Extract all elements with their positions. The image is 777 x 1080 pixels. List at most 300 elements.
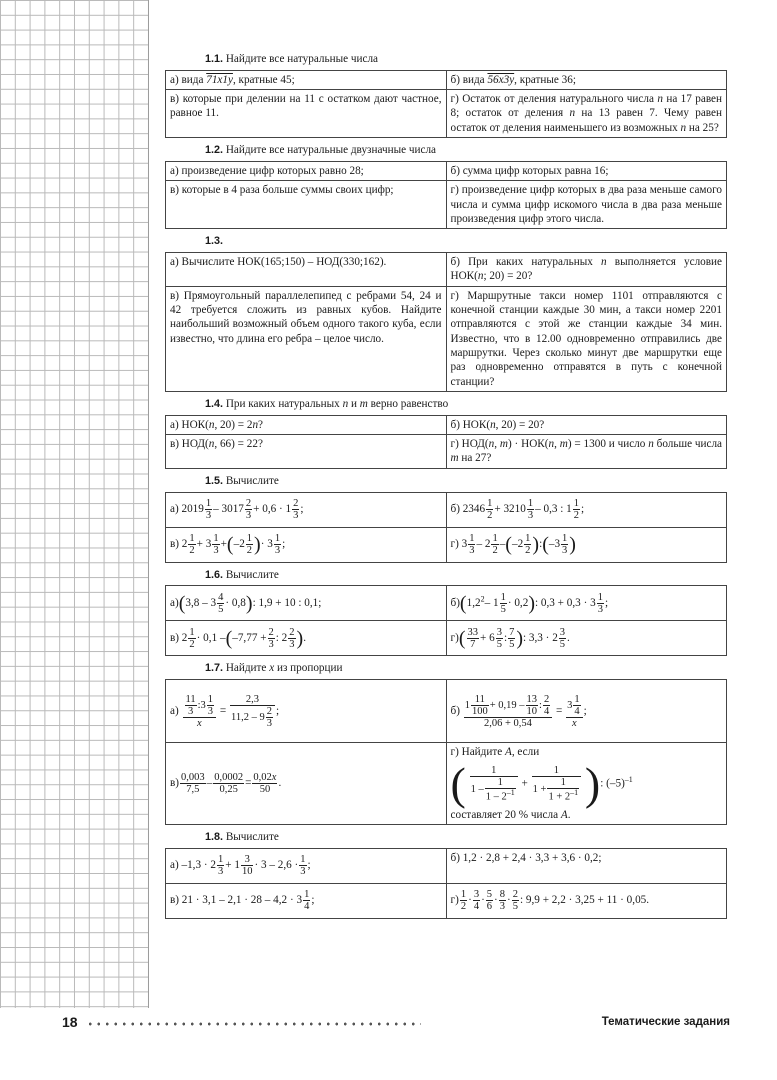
text: . xyxy=(278,777,282,790)
denominator xyxy=(470,777,518,803)
text: + 0,19 – xyxy=(489,699,525,711)
denominator: 2 xyxy=(487,510,493,522)
var: n xyxy=(208,418,215,431)
text: 0,02 xyxy=(253,772,272,784)
paren: ( xyxy=(505,533,512,556)
text: ) · НОК( xyxy=(507,438,549,451)
text: г) Остаток от деления натурального числа xyxy=(450,93,658,106)
denominator: 10 xyxy=(241,866,253,878)
text: на 13 равен 7. Чему равен остаток от деления наименьшего из возможных xyxy=(450,107,722,134)
fraction xyxy=(566,694,583,729)
denominator xyxy=(532,777,581,803)
subtask-a xyxy=(166,848,447,883)
numerator: 1 xyxy=(487,498,493,510)
text: а) 2019 xyxy=(170,503,204,516)
exponent: 2 xyxy=(480,594,485,604)
denominator: 5 xyxy=(218,603,224,615)
denominator: 2 xyxy=(189,545,195,557)
task-title: Найдите все натуральные числа xyxy=(225,53,378,65)
number-notation: 71x1y xyxy=(206,73,233,86)
text: ; xyxy=(282,538,286,551)
text: : (–5) xyxy=(600,777,625,790)
denominator: 3 xyxy=(217,866,224,878)
section-1-3 xyxy=(165,234,727,392)
numerator: 2 xyxy=(266,705,272,717)
denominator: 3 xyxy=(268,638,274,650)
numerator: 1 xyxy=(460,889,467,901)
numerator: 1 xyxy=(485,777,516,789)
exponent: –1 xyxy=(570,787,579,797)
text: б) При каких натуральных xyxy=(450,256,602,269)
text: ; 20) = 20? xyxy=(483,270,533,283)
text: 11,2 – 9 xyxy=(230,711,265,723)
numerator: 1 xyxy=(189,626,195,638)
text: – 3017 xyxy=(213,503,244,516)
text: , xyxy=(494,438,500,451)
paren: ) xyxy=(245,592,253,615)
subtask-c xyxy=(166,743,447,825)
denominator: 3 xyxy=(207,705,214,717)
fraction xyxy=(288,627,295,650)
text: ; xyxy=(300,503,304,516)
denominator: 3 xyxy=(562,545,568,557)
denominator: 10 xyxy=(526,705,538,717)
text: . xyxy=(567,808,571,821)
text: : 1,9 + 10 : 0,1; xyxy=(252,597,322,610)
numerator: 3 xyxy=(496,626,502,638)
text: + 0,6 · 1 xyxy=(253,503,292,516)
subtask-b xyxy=(446,492,727,527)
numerator: 2 xyxy=(289,626,295,638)
fraction xyxy=(213,772,244,795)
subtask-c xyxy=(166,621,447,656)
denominator: 3 xyxy=(300,866,306,878)
fraction xyxy=(274,533,281,556)
denominator xyxy=(547,789,579,803)
fraction xyxy=(188,533,195,556)
text: 1 – xyxy=(470,784,484,795)
section-1-4 xyxy=(165,397,727,469)
fraction xyxy=(252,772,277,795)
var: m xyxy=(359,398,368,411)
denominator: 5 xyxy=(496,638,502,650)
task-number: 1.1. xyxy=(205,53,224,65)
var: n xyxy=(252,418,259,431)
fraction xyxy=(526,694,539,717)
denominator: 4 xyxy=(574,705,580,717)
fraction xyxy=(464,694,552,729)
fraction xyxy=(512,889,519,912)
text: г) xyxy=(450,894,459,907)
numerator: 1 xyxy=(525,533,531,545)
numerator: 11 xyxy=(185,693,196,705)
denominator: 2,06 + 0,54 xyxy=(483,717,532,729)
task-title: Найдите все натуральные двузначные числа xyxy=(225,144,436,157)
numerator: 5 xyxy=(486,889,493,901)
text: верно равенство xyxy=(367,398,449,411)
subtask-a xyxy=(166,415,447,434)
text: , 20) = 20? xyxy=(495,418,545,431)
text: , кратные 36; xyxy=(514,73,576,86)
task-number: 1.5. xyxy=(205,474,224,487)
task-table xyxy=(165,415,727,469)
text: · 0,1 – xyxy=(196,632,226,645)
numerator: 1 xyxy=(304,889,310,901)
text: : 3,3 · 2 xyxy=(522,632,558,645)
running-title: Тематические задания xyxy=(601,1016,730,1028)
numerator: 1 xyxy=(547,777,579,789)
text: , xyxy=(554,438,560,451)
dotted-leader xyxy=(86,1022,421,1026)
var: n xyxy=(488,438,495,451)
var: m xyxy=(450,452,459,465)
text: + 3210 xyxy=(494,503,526,516)
numerator: 1 xyxy=(527,498,534,510)
paren: ( xyxy=(542,533,549,556)
numerator: 1 xyxy=(597,591,603,603)
task-table xyxy=(165,492,727,563)
text: = xyxy=(219,704,227,717)
paren: ( xyxy=(225,627,233,650)
section-title xyxy=(165,52,727,70)
text: и xyxy=(348,398,360,411)
subtask-a xyxy=(166,70,447,89)
numerator xyxy=(252,772,277,784)
fraction xyxy=(496,627,503,650)
section-title xyxy=(165,143,727,161)
text: – xyxy=(499,538,506,551)
text: ; xyxy=(583,704,587,717)
section-title xyxy=(165,568,727,586)
text: г) НОД( xyxy=(450,438,489,451)
text: + 1 xyxy=(225,859,240,872)
text: Найдите xyxy=(225,662,270,675)
numerator: 2 xyxy=(268,626,274,638)
number-notation: 56x3y xyxy=(487,73,515,86)
subtask-d: г) Маршрутные такси номер 1101 отправляются с конечной станции каждые 30 мин, а такси номер 2201 отправляются с этой же станции каждые 34 мин. Известно, что в 12.00 одновременно отправились две маршрутки. Через сколько минут две маршрутки еще раз одновременно отправятся в путь с конечной станции? xyxy=(446,286,727,391)
section-title xyxy=(165,474,727,492)
subtask-a xyxy=(166,680,447,743)
text: б) 2346 xyxy=(450,503,486,516)
subtask-a xyxy=(166,492,447,527)
var: m xyxy=(499,438,508,451)
subtask-a xyxy=(166,586,447,621)
subtask-b xyxy=(446,586,727,621)
text: . xyxy=(567,632,570,645)
denominator: 5 xyxy=(512,901,519,913)
numerator: 1 xyxy=(469,533,475,545)
text: : 0,3 + 0,3 · 3 xyxy=(535,597,596,610)
line xyxy=(451,808,723,822)
text: + xyxy=(521,777,528,790)
denominator: 3 xyxy=(293,510,299,522)
text: ; xyxy=(275,704,280,717)
text: в) 2 xyxy=(170,538,188,551)
denominator: 3 xyxy=(266,717,272,729)
numerator: 3 xyxy=(559,626,566,638)
denominator: 6 xyxy=(486,901,493,913)
numerator: 2,3 xyxy=(230,694,275,706)
text: : xyxy=(539,538,543,551)
task-table xyxy=(165,679,727,825)
text: – 2 xyxy=(476,538,491,551)
fraction xyxy=(573,694,580,717)
text: ) = 1300 и число xyxy=(567,438,649,451)
fraction xyxy=(217,854,224,877)
text: ; xyxy=(581,503,585,516)
graph-paper-margin xyxy=(0,0,149,1008)
paren: ( xyxy=(459,592,467,615)
denominator: 7,5 xyxy=(186,784,200,796)
denominator: 2 xyxy=(492,545,498,557)
fraction xyxy=(486,498,493,521)
numerator: 13 xyxy=(526,693,538,705)
fraction xyxy=(268,627,275,650)
text: ; xyxy=(307,859,311,872)
text: · 3 – 2,6 · xyxy=(254,859,299,872)
text: 1 + 2 xyxy=(548,791,571,803)
fraction xyxy=(500,592,507,615)
denominator: 2 xyxy=(460,901,467,913)
denominator: 3 xyxy=(245,510,252,522)
text: При каких натуральных xyxy=(225,398,343,411)
paren: ( xyxy=(226,533,234,556)
fraction xyxy=(559,627,566,650)
var: n xyxy=(208,438,215,451)
subtask-b: б) сумма цифр которых равна 16; xyxy=(446,161,727,180)
task-title: Вычислите xyxy=(225,568,279,581)
text: б) вида xyxy=(450,73,488,86)
fraction xyxy=(527,498,534,521)
paren: ( xyxy=(178,592,186,615)
task-number: 1.6. xyxy=(205,568,224,581)
text: = xyxy=(245,777,252,790)
var: x xyxy=(271,772,277,784)
numerator xyxy=(183,694,217,718)
text: , если xyxy=(511,746,540,759)
text: + 6 xyxy=(480,632,495,645)
fraction xyxy=(543,694,550,717)
text: –3 xyxy=(548,538,561,551)
section-1-2 xyxy=(165,143,727,229)
text: из пропорции xyxy=(274,662,343,675)
text: , кратные 45; xyxy=(232,73,295,86)
denominator: 3 xyxy=(527,510,534,522)
task-table xyxy=(165,161,727,229)
var: m xyxy=(559,438,568,451)
section-1-8 xyxy=(165,830,727,919)
fraction xyxy=(486,889,493,912)
fraction xyxy=(508,627,515,650)
denominator: 2 xyxy=(525,545,531,557)
text: а) –1,3 · 2 xyxy=(170,859,216,872)
denominator: 3 xyxy=(274,545,281,557)
denominator: 5 xyxy=(509,638,515,650)
denominator: 3 xyxy=(499,901,506,913)
text: + xyxy=(220,538,227,551)
numerator: 33 xyxy=(467,626,478,638)
fraction xyxy=(246,533,253,556)
numerator: 0,0002 xyxy=(214,772,244,784)
denominator: 3 xyxy=(469,545,475,557)
task-title: Вычислите xyxy=(225,830,279,843)
paren: ) xyxy=(516,627,523,650)
denominator: 3 xyxy=(187,705,194,717)
numerator: 1 xyxy=(274,533,281,545)
subtask-c: в) Прямоугольный параллелепипед с ребрами 54, 24 и 42 требуется сложить из равных кубов. Найдите наибольший возможный объем одного такого куба, если известно, что длина его ребра – целое число. xyxy=(166,286,447,391)
denominator: 4 xyxy=(304,901,310,913)
fraction xyxy=(292,498,299,521)
text: ; xyxy=(604,597,609,610)
text: г) Найдите xyxy=(450,746,505,759)
numerator: 1 xyxy=(189,533,195,545)
subtask-c: в) которые в 4 раза больше суммы своих цифр; xyxy=(166,181,447,229)
page-footer xyxy=(62,1012,742,1034)
paren: ) xyxy=(532,533,540,556)
denominator: 100 xyxy=(471,705,488,717)
subtask-c xyxy=(166,527,447,562)
subtask-b xyxy=(446,253,727,287)
denominator: 3 xyxy=(289,638,295,650)
var: A xyxy=(560,808,568,821)
numerator: 1 xyxy=(492,533,498,545)
denominator: 3 xyxy=(205,510,212,522)
section-title xyxy=(165,234,727,252)
text: выполняется условие НОК( xyxy=(450,256,723,283)
fraction xyxy=(303,889,310,912)
subtask-d xyxy=(446,435,727,469)
numerator: 3 xyxy=(473,889,480,901)
fraction xyxy=(266,706,273,729)
text: = xyxy=(555,704,563,717)
section-1-6 xyxy=(165,568,727,657)
text: : xyxy=(503,632,508,645)
text: : xyxy=(539,699,542,711)
denominator: x xyxy=(196,717,202,729)
numerator: 1 xyxy=(500,591,506,603)
section-title xyxy=(165,830,727,848)
denominator: 3 xyxy=(597,603,603,615)
var: n xyxy=(477,270,484,283)
task-number: 1.3. xyxy=(205,235,224,248)
subtask-a: а) произведение цифр которых равно 28; xyxy=(166,161,447,180)
paren: ) xyxy=(254,533,261,556)
var: n xyxy=(490,418,496,431)
denominator: 3 xyxy=(213,545,219,557)
text: ; xyxy=(311,894,315,907)
text: в) которые при делении на 11 с остатком дают частное, равное 11. xyxy=(170,93,442,120)
fraction xyxy=(485,777,516,803)
text: г) 3 xyxy=(450,538,468,551)
fraction xyxy=(597,592,604,615)
section-title xyxy=(165,397,727,415)
numerator: 1 xyxy=(300,854,306,866)
task-table xyxy=(165,252,727,392)
fraction xyxy=(467,627,480,650)
subtask-b xyxy=(446,70,727,89)
text: в) 2 xyxy=(170,632,188,645)
paren: ) xyxy=(584,757,601,809)
denominator: 7 xyxy=(470,638,476,650)
numerator: 2 xyxy=(512,889,519,901)
fraction xyxy=(460,889,467,912)
fraction xyxy=(212,533,219,556)
task-table xyxy=(165,585,727,656)
fraction xyxy=(468,533,475,556)
var: A xyxy=(504,746,512,759)
text: б) НОК( xyxy=(450,418,491,431)
numerator: 1 xyxy=(574,693,580,705)
var: n xyxy=(680,121,687,134)
text: а) вида xyxy=(170,73,207,86)
numerator: 1 xyxy=(573,498,579,510)
fraction xyxy=(241,854,254,877)
fraction xyxy=(188,627,195,650)
denominator: 0,25 xyxy=(219,784,238,796)
text: : 2 xyxy=(275,632,288,645)
text: + 3 xyxy=(196,538,212,551)
text: –2 xyxy=(511,538,524,551)
task-table xyxy=(165,70,727,138)
exponent: –1 xyxy=(506,787,515,797)
subtask-b xyxy=(446,680,727,743)
text: в) НОД( xyxy=(170,438,209,451)
subtask-b: б) 1,2 · 2,8 + 2,4 · 3,3 + 3,6 · 0,2; xyxy=(446,848,727,883)
task-title: Вычислите xyxy=(225,474,279,487)
denominator: 2 xyxy=(246,545,253,557)
numerator: 1 xyxy=(217,854,224,866)
numerator: 8 xyxy=(499,889,506,901)
denominator: 5 xyxy=(559,638,566,650)
task-number: 1.8. xyxy=(205,830,224,843)
numerator: 2 xyxy=(293,498,299,510)
text: – 1 xyxy=(484,597,499,610)
task-list xyxy=(165,52,727,924)
text: –2 xyxy=(233,538,245,551)
text: составляет 20 % числа xyxy=(450,808,561,821)
numerator: 2 xyxy=(543,693,550,705)
text: ? xyxy=(258,418,264,431)
fraction xyxy=(185,694,197,717)
text: · 0,8 xyxy=(225,597,246,610)
text: на 27? xyxy=(458,452,492,465)
fraction xyxy=(473,889,480,912)
numerator: 1 xyxy=(562,533,568,545)
section-1-7 xyxy=(165,661,727,824)
text: 3 xyxy=(200,699,206,711)
numerator: 1 xyxy=(532,765,581,777)
subtask-a: а) Вычислите НОК(165;150) – НОД(330;162). xyxy=(166,253,447,287)
text: на 25? xyxy=(686,121,719,134)
numerator xyxy=(566,694,583,718)
fraction xyxy=(205,498,212,521)
numerator: 2 xyxy=(245,498,252,510)
text: : 9,9 + 2,2 · 3,25 + 11 · 0,05. xyxy=(520,894,650,907)
denominator: 2 xyxy=(573,510,579,522)
var: x xyxy=(269,662,275,675)
formula xyxy=(450,757,723,809)
numerator: 1 xyxy=(246,533,253,545)
text: б) xyxy=(450,704,460,717)
text: 1 – 2 xyxy=(485,791,507,803)
numerator xyxy=(464,694,552,718)
section-1-5 xyxy=(165,474,727,563)
numerator: 4 xyxy=(218,591,224,603)
fraction xyxy=(561,533,568,556)
subtask-d: г) $\frac{1}{2}$ · $\frac{3}{4}$ · $\frac{5}{6}$ · $\frac{8}{3}$ · $\frac{2}{5}$ : 9,9 + 2,2 · 3,25 + 11 · 0,05. xyxy=(446,883,727,918)
subtask-d xyxy=(446,90,727,138)
subtask-d xyxy=(446,527,727,562)
